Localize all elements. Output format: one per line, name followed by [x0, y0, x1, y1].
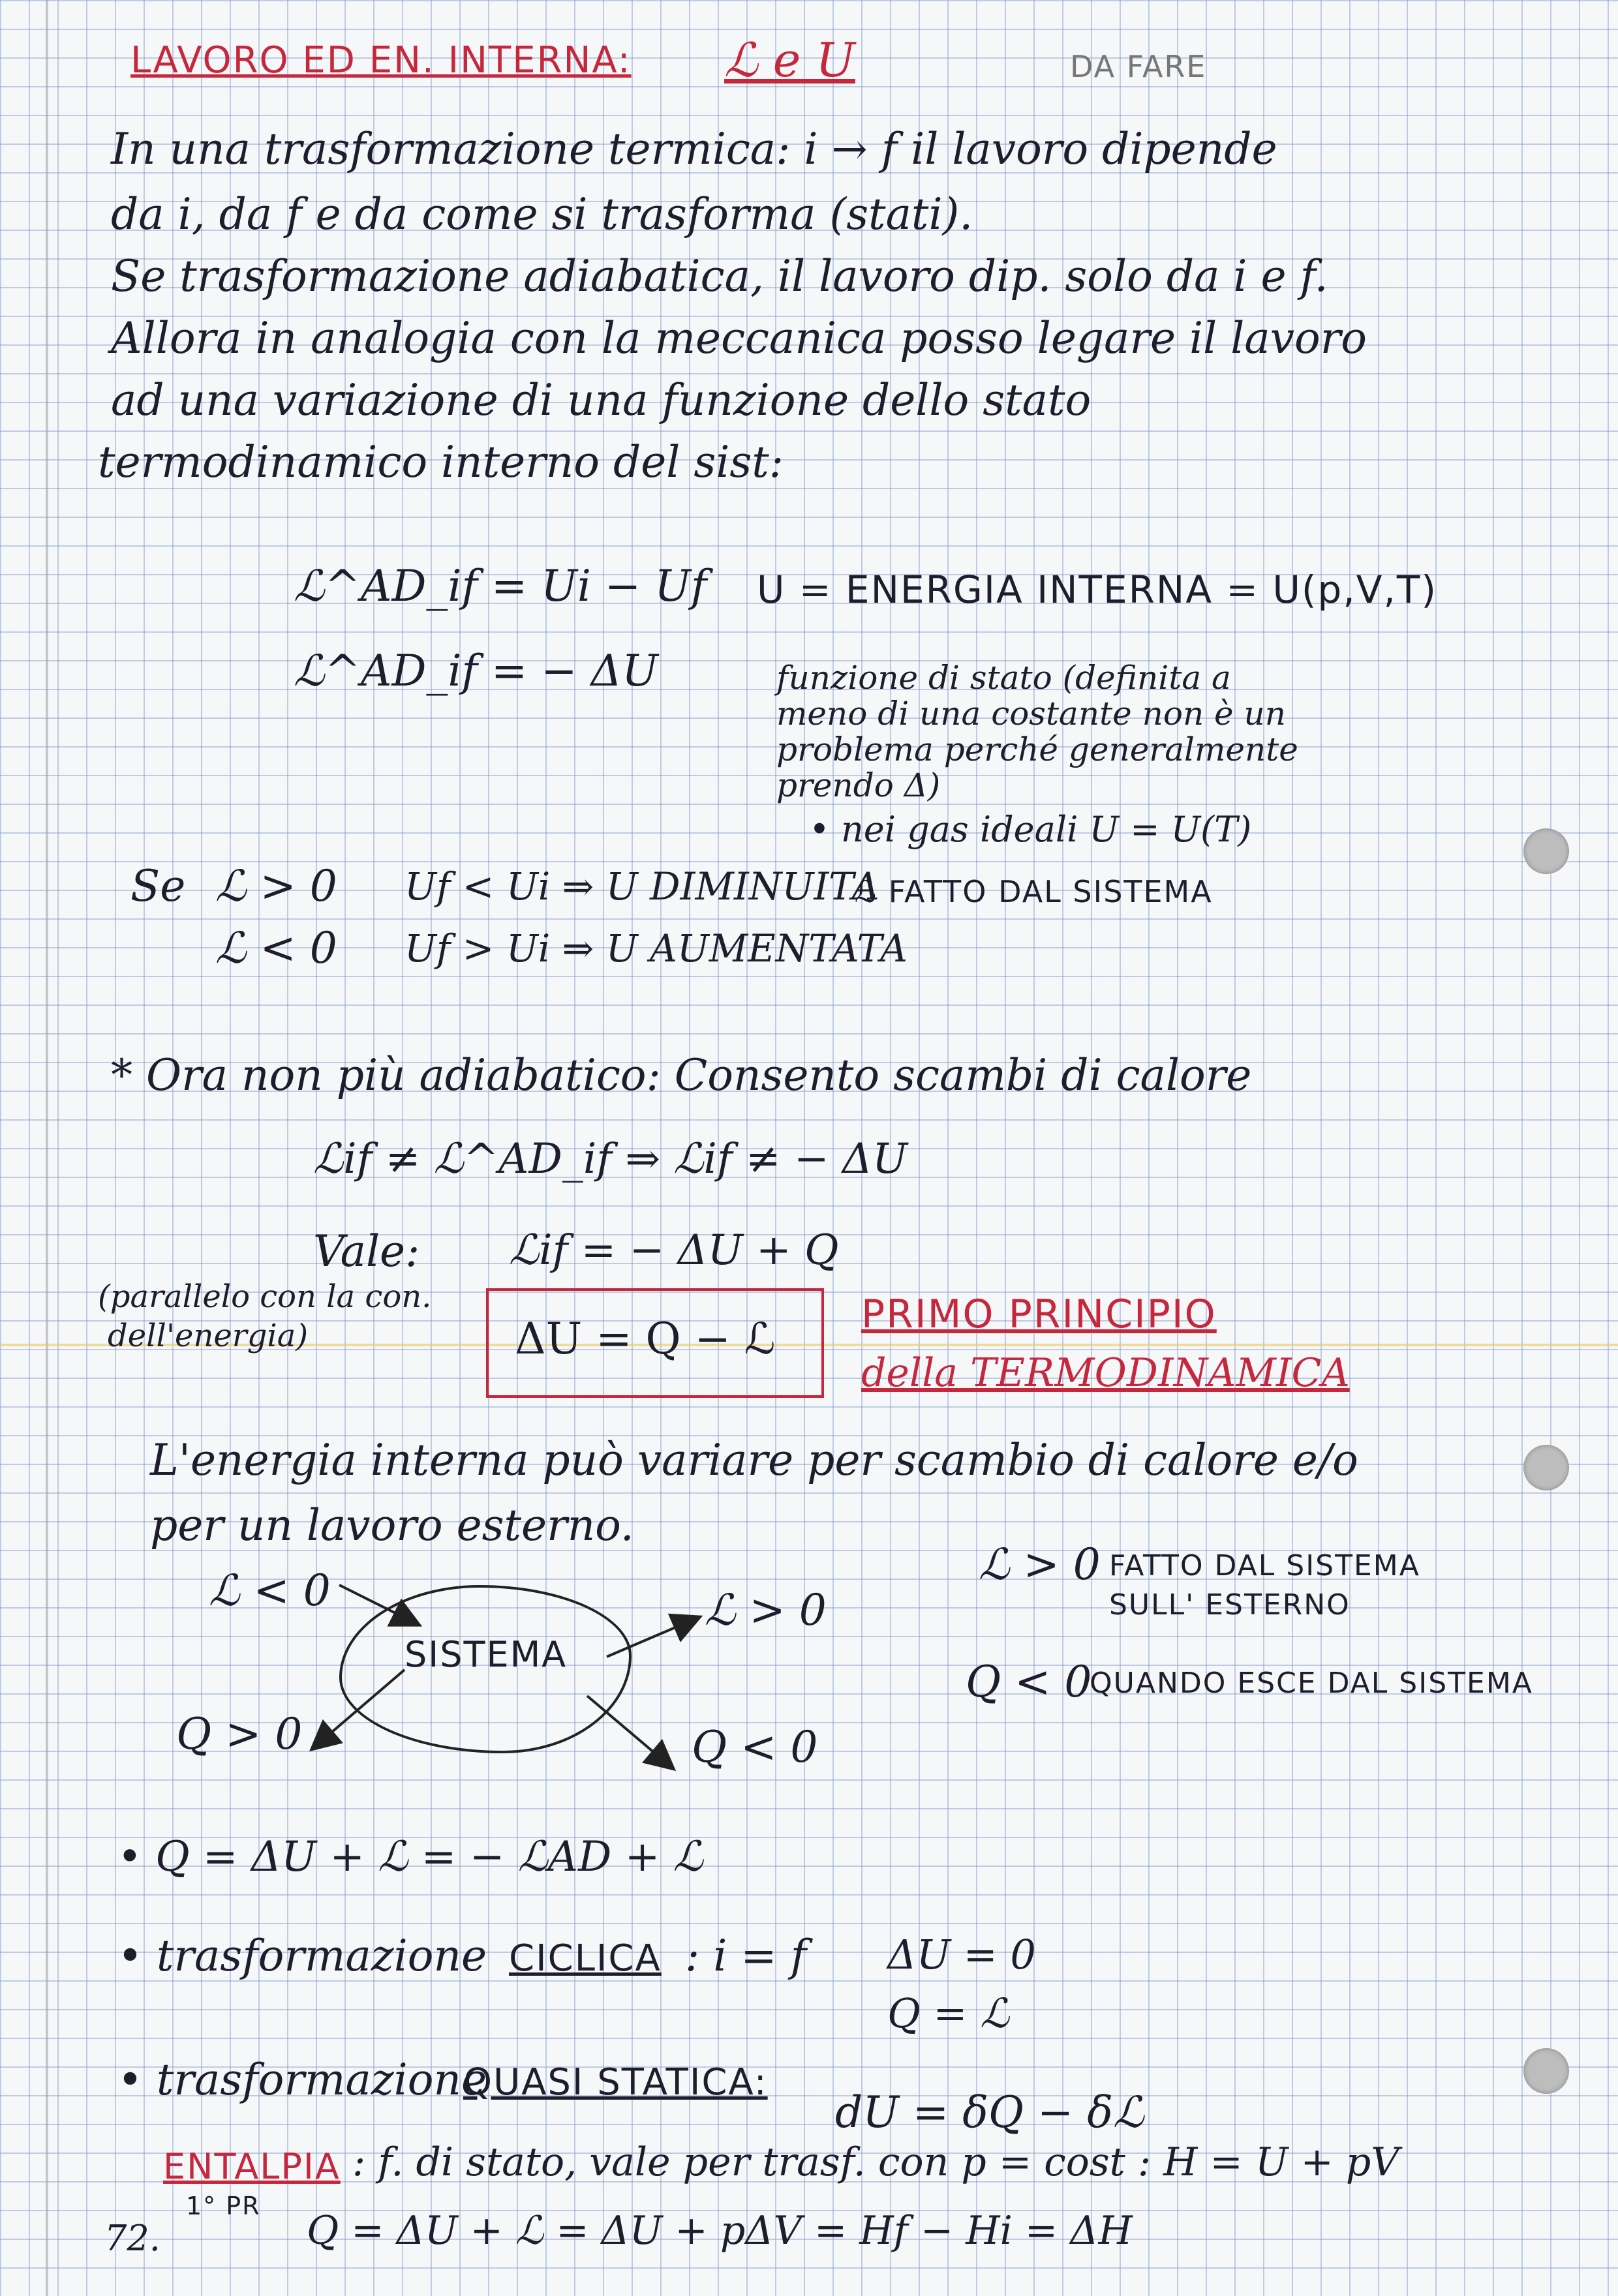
enthalpy-definition: : f. di stato, vale per trasf. con p = cost : H = U + pV [352, 2139, 1399, 2185]
bullet-heat-equation: • Q = ΔU + ℒ = − ℒAD + ℒ [117, 1833, 703, 1881]
quasistatic-equation: dU = δQ − δℒ [835, 2087, 1144, 2137]
enthalpy-keyword: ENTALPIA [163, 2146, 341, 2187]
work-in-arrow [339, 1585, 418, 1624]
state-function-note: prendo Δ) [776, 766, 941, 804]
page-title: LAVORO ED EN. INTERNA: [130, 39, 632, 82]
bullet-cyclic-condition: : i = f [685, 1931, 807, 1981]
legend-heat-desc: QUANDO ESCE DAL SISTEMA [1090, 1667, 1533, 1700]
bullet-cyclic-keyword: CICLICA [509, 1937, 662, 1980]
cyclic-eq-2: Q = ℒ [887, 1989, 1009, 2037]
case1-condition: ℒ > 0 [215, 861, 337, 911]
state-function-note: meno di una costante non è un [776, 695, 1286, 733]
intro-line: da i, da f e da come si trasforma (stati). [111, 189, 973, 239]
case1-note: ℒ FATTO DAL SISTEMA [855, 874, 1213, 909]
non-adiabatic-inequality: ℒif ≠ ℒ^AD_if ⇒ ℒif ≠ − ΔU [313, 1135, 908, 1183]
legend-work-desc: FATTO DAL SISTEMA [1109, 1549, 1420, 1582]
vale-equation: ℒif = − ΔU + Q [509, 1226, 839, 1275]
first-principle-label: PRIMO PRINCIPIO [861, 1292, 1217, 1337]
heat-in-label: Q > 0 [176, 1709, 303, 1759]
intro-line: Se trasformazione adiabatica, il lavoro dip. solo da i e f. [111, 251, 1328, 301]
bullet-cyclic-prefix: • trasformazione [117, 1931, 487, 1981]
adiabatic-eq-1: ℒ^AD_if = Ui − Uf [294, 561, 707, 611]
first-principle-sub: 1° PR [186, 2192, 261, 2220]
bullet-quasistatic-prefix: • trasformazione [117, 2055, 487, 2105]
adiabatic-eq-2: ℒ^AD_if = − ΔU [294, 646, 658, 696]
enthalpy-equation: Q = ΔU + ℒ = ΔU + pΔV = Hf − Hi = ΔH [307, 2208, 1133, 2254]
corner-note: DA FARE [1070, 49, 1207, 84]
state-function-note: problema perché generalmente [776, 731, 1298, 768]
work-out-arrow [607, 1618, 698, 1657]
intro-line: Allora in analogia con la meccanica posso legare il lavoro [111, 313, 1367, 363]
heat-out-arrow [587, 1696, 672, 1768]
work-out-label: ℒ > 0 [705, 1585, 827, 1635]
first-law-equation: ΔU = Q − ℒ [515, 1314, 776, 1364]
title-symbols: ℒ e U [724, 33, 855, 87]
case2-result: Uf > Ui ⇒ U AUMENTATA [404, 926, 908, 971]
intro-line: In una trasformazione termica: i → f il lavoro dipende [111, 124, 1277, 174]
sign-cases-prefix: Se [130, 861, 186, 911]
legend-work-desc: SULL' ESTERNO [1109, 1588, 1351, 1622]
case1-result: Uf < Ui ⇒ U DIMINUITA [404, 864, 879, 909]
vale-label: Vale: [313, 1226, 420, 1276]
state-function-note: funzione di stato (definita a [776, 659, 1231, 697]
intro-line: ad una variazione di una funzione dello stato [111, 375, 1091, 425]
heat-arrow-left [313, 1670, 404, 1748]
system-label: SISTEMA [404, 1634, 568, 1675]
page-number: 72. [104, 2218, 160, 2259]
intro-line: termodinamico interno del sist: [98, 437, 784, 487]
legend-work-symbol: ℒ > 0 [979, 1539, 1101, 1590]
internal-energy-def: U = ENERGIA INTERNA = U(p,V,T) [757, 567, 1437, 612]
work-in-label: ℒ < 0 [209, 1565, 331, 1616]
legend-heat-symbol: Q < 0 [966, 1657, 1092, 1707]
cyclic-eq-1: ΔU = 0 [887, 1931, 1036, 1978]
ideal-gas-note: • nei gas ideali U = U(T) [809, 809, 1252, 850]
parallel-note: (parallelo con la con. [98, 1278, 432, 1315]
parallel-note: dell'energia) [108, 1318, 309, 1354]
non-adiabatic-heading: * Ora non più adiabatico: Consento scambi di calore [111, 1050, 1252, 1100]
heat-out-label: Q < 0 [692, 1722, 818, 1772]
energy-change-line: L'energia interna può variare per scambio di calore e/o [150, 1435, 1358, 1485]
bullet-quasistatic-keyword: QUASI STATICA: [463, 2061, 768, 2104]
thermodynamics-label: della TERMODINAMICA [861, 1350, 1350, 1396]
case2-condition: ℒ < 0 [215, 923, 337, 973]
energy-change-line: per un lavoro esterno. [150, 1500, 634, 1550]
